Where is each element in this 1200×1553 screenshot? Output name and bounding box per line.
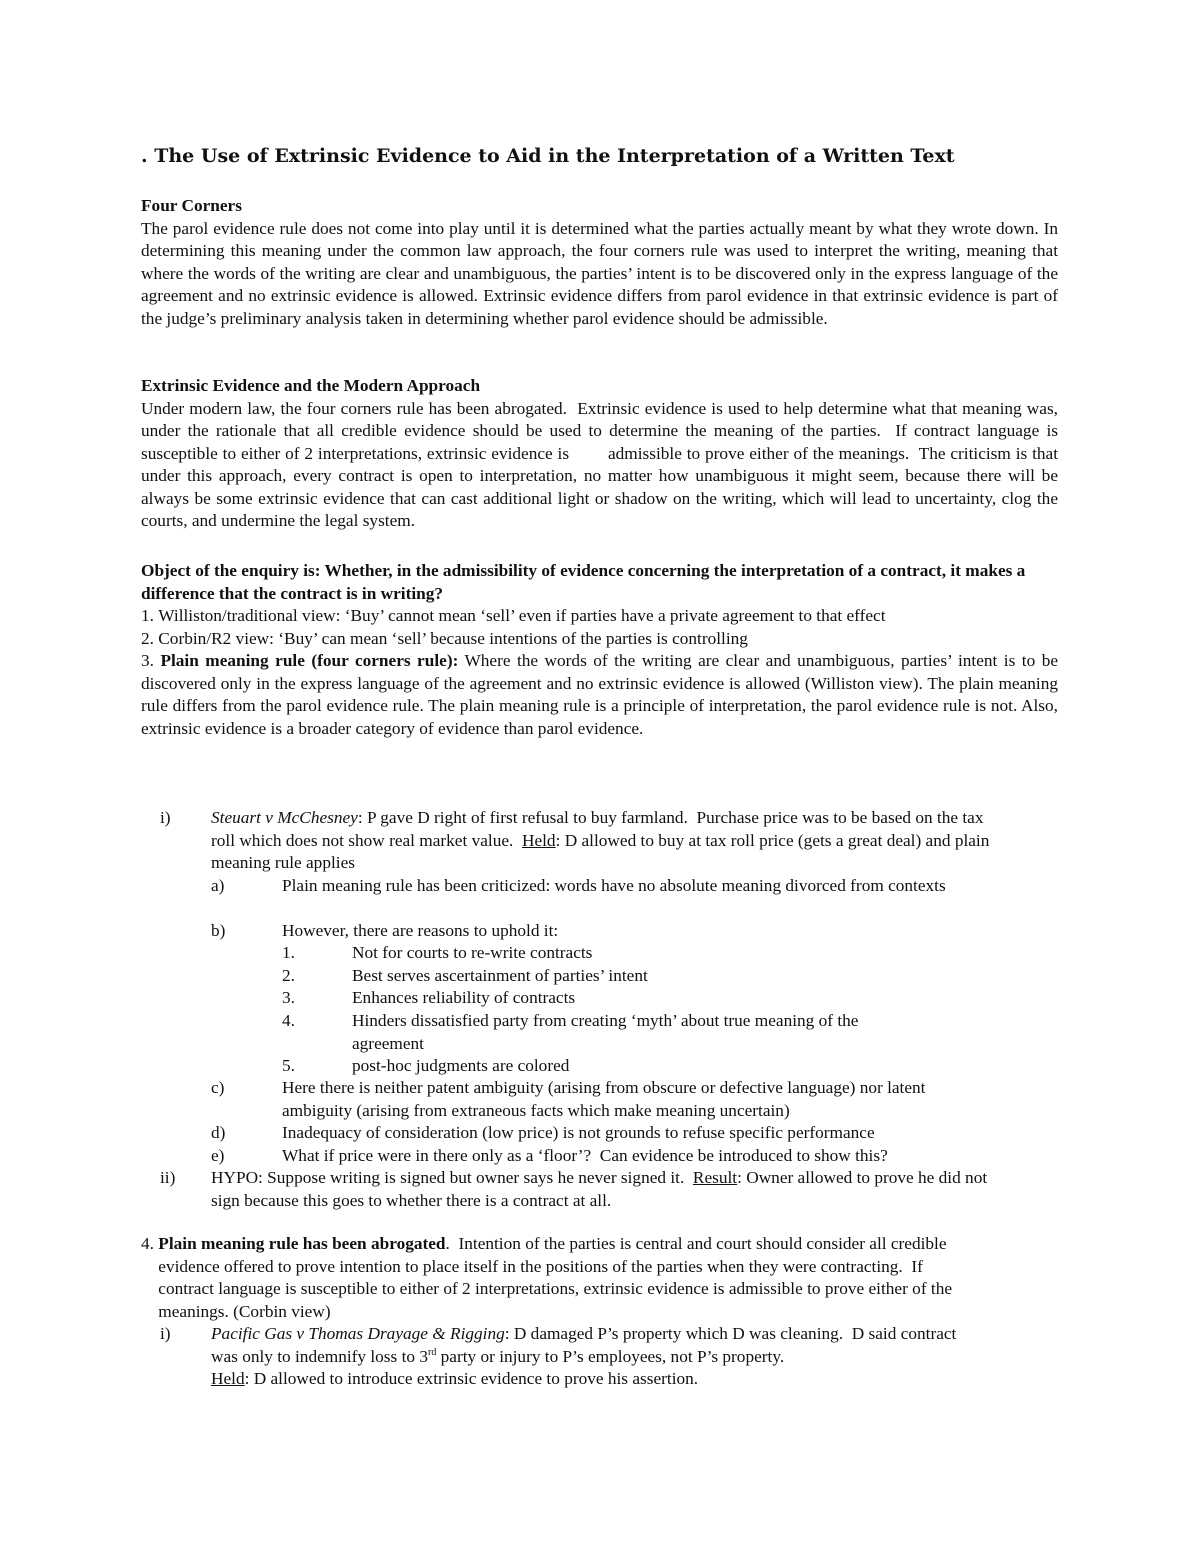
enquiry-item-2-text: Corbin/R2 view: ‘Buy’ can mean ‘sell’ because intentions of the parties is controlling [158, 628, 748, 648]
enquiry-item-3-bold: Plain meaning rule (four corners rule): [160, 651, 459, 670]
enquiry-item-3-label: 3. [141, 651, 161, 670]
case-steuart-holding: : D allowed to buy at tax roll price (gets a great deal) and plain meaning rule applies [211, 830, 990, 872]
reason-4-marker: 4. [282, 1011, 295, 1030]
case-steuart-marker: i) [160, 808, 171, 827]
reason-2-marker: 2. [282, 966, 295, 985]
four-corners-body: The parol evidence rule does not come into play until it is determined what the parties actually meant by what they wrote down. In determining this meaning under the common law approach, the four corners rule was used to interpret the writing, meaning that where the words of the writing are clear and unambiguous, the parties’ intent is to be discovered only in the express language of the agreement and no extrinsic evidence is allowed. Extrinsic evidence differs from parol evidence in that extrinsic evidence is part of the judge’s preliminary analysis taken in determining whether parol evidence should be admissible. [141, 218, 1058, 328]
item-4-body: . Intention of the parties is central and court should consider all credible evidence offered to prove intention to place itself in the positions of the parties when they were contracting. If contract language is susceptible to either of 2 interpretations, extrinsic evidence is admissible to prove either of the meanings. (Corbin view) [158, 1234, 957, 1321]
sub-item-c [211, 1077, 931, 1122]
reason-1-text: Not for courts to re-write contracts [352, 943, 593, 962]
sub-item-b [211, 920, 981, 943]
enquiry-item-3 [141, 650, 1058, 740]
enquiry-item-3-text: Where the words of the writing are clear and unambiguous, parties’ intent is to be discovered only in the express language of the agreement and no extrinsic evidence is allowed (Williston view). The plain meaning rule differs from the parol evidence rule. The plain meaning rule is a principle of interpretation, the parol evidence rule is not. Also, extrinsic evidence is a broader category of evidence than parol evidence. [141, 651, 1059, 738]
item-4 [141, 1233, 1058, 1323]
case-steuart-held-label: Held [521, 830, 556, 850]
hypo-result: : Owner allowed to prove he did not sign because this goes to whether there is a contract at all. [211, 1168, 988, 1210]
sub-item-b-marker: b) [211, 921, 226, 940]
reason-4-text: Hinders dissatisfied party from creating ‘myth’ about true meaning of the agreement [352, 1011, 859, 1053]
sub-item-a-text: Plain meaning rule has been criticized: words have no absolute meaning divorced from contexts [282, 876, 946, 895]
four-corners-heading: Four Corners [141, 196, 242, 215]
reason-3-marker: 3. [282, 988, 295, 1007]
enquiry-item-1 [141, 605, 1058, 628]
reason-3 [282, 987, 982, 1010]
item-4-text [158, 1233, 978, 1323]
case-steuart-row [160, 807, 1000, 875]
sub-item-d [211, 1122, 1001, 1145]
page-title: . The Use of Extrinsic Evidence to Aid in the Interpretation of a Written Text [141, 145, 955, 167]
sub-item-c-marker: c) [211, 1078, 225, 1097]
case-steuart-facts: : P gave D right of first refusal to buy farmland. Purchase price was to be based on the tax roll which does not show real market value. [211, 808, 988, 850]
reason-1-marker: 1. [282, 943, 295, 962]
case-pacific-sup: rd [427, 1346, 437, 1358]
hypo-row [160, 1167, 1010, 1212]
reason-1 [282, 942, 982, 965]
sub-item-d-marker: d) [211, 1123, 226, 1142]
enquiry-item-2-label: 2. [141, 628, 159, 648]
case-pacific-facts-2: party or injury to P’s employees, not P’s property. [436, 1346, 785, 1366]
sub-item-e-text: What if price were in there only as a ‘floor’? Can evidence be introduced to show this? [282, 1146, 888, 1165]
hypo-facts: HYPO: Suppose writing is signed but owner says he never signed it. [211, 1168, 693, 1187]
enquiry-heading: Object of the enquiry is: Whether, in the admissibility of evidence concerning the interpretation of a contract, it makes a difference that the contract is in writing? [141, 561, 1026, 603]
case-pacific-row [160, 1323, 980, 1391]
sub-item-d-text: Inadequacy of consideration (low price) is not grounds to refuse specific performance [282, 1123, 875, 1142]
case-pacific-facts: : D damaged P’s property which D was cleaning. D said contract was only to indemnify loss to 3 [211, 1324, 961, 1366]
enquiry-item-1-text: Williston/traditional view: ‘Buy’ cannot mean ‘sell’ even if parties have a private agreement to that effect [158, 606, 886, 625]
sub-item-c-text: Here there is neither patent ambiguity (arising from obscure or defective language) nor latent ambiguity (arising from extraneous facts which make meaning uncertain) [282, 1078, 926, 1120]
reason-2 [282, 965, 982, 988]
hypo-text [211, 1167, 1010, 1212]
case-pacific-text [211, 1323, 980, 1391]
sub-item-a-marker: a) [211, 876, 225, 895]
case-pacific-name: Pacific Gas v Thomas Drayage & Rigging [211, 1324, 505, 1343]
reason-4 [282, 1010, 922, 1055]
sub-item-a [211, 875, 981, 898]
sub-item-e [211, 1145, 1011, 1168]
case-pacific-holding: : D allowed to introduce extrinsic evidence to prove his assertion. [244, 1369, 699, 1388]
case-pacific-held-label: Held [211, 1369, 245, 1388]
item-4-label: 4. [141, 1234, 159, 1253]
reason-5-text: post-hoc judgments are colored [352, 1056, 570, 1075]
case-steuart-name: Steuart v McChesney [211, 808, 358, 827]
four-corners-section [141, 195, 1058, 330]
modern-approach-body: Under modern law, the four corners rule has been abrogated. Extrinsic evidence is used to help determine what that meaning was, under the rationale that all credible evidence should be used to determine the meaning of the parties. If contract language is susceptible to either of 2 interpretations, extrinsic evidence is admissible to prove either of the meanings. The criticism is that under this approach, every contract is open to interpretation, no matter how unambiguous it might seem, because there will be always be some extrinsic evidence that can cast additional light or shadow on the writing, which will lead to uncertainty, clog the courts, and undermine the legal system. [141, 398, 1063, 530]
hypo-marker: ii) [160, 1168, 176, 1187]
item-4-row [141, 1233, 1058, 1323]
modern-approach-section [141, 375, 1063, 533]
enquiry-item-2 [141, 628, 1058, 651]
case-steuart-text [211, 807, 1000, 875]
reason-3-text: Enhances reliability of contracts [352, 988, 576, 1007]
hypo-result-label: Result [692, 1168, 738, 1187]
sub-item-b-text: However, there are reasons to uphold it: [282, 921, 559, 940]
item-4-bold: Plain meaning rule has been abrogated [158, 1234, 446, 1253]
reason-5-marker: 5. [282, 1056, 295, 1075]
modern-approach-heading: Extrinsic Evidence and the Modern Approach [141, 376, 481, 395]
reason-2-text: Best serves ascertainment of parties’ intent [352, 966, 648, 985]
reason-5 [282, 1055, 982, 1078]
sub-item-e-marker: e) [211, 1146, 225, 1165]
enquiry-section [141, 560, 1058, 740]
case-pacific-marker: i) [160, 1324, 171, 1343]
enquiry-item-1-label: 1. [141, 606, 159, 625]
